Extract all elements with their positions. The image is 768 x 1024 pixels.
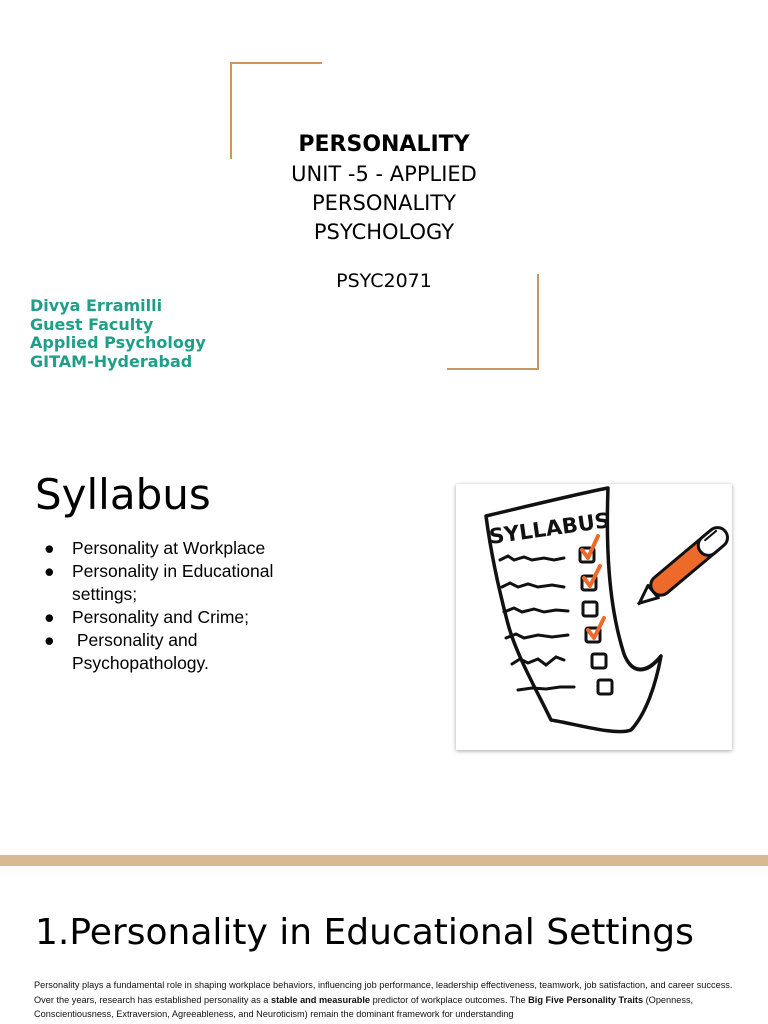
subtitle-line: UNIT -5 - APPLIED: [291, 162, 477, 186]
author-role: Guest Faculty: [30, 314, 154, 334]
syllabus-checklist-icon: [456, 484, 732, 750]
course-code: PSYC2071: [336, 270, 432, 292]
section-heading: 1.Personality in Educational Settings: [35, 912, 694, 953]
pen-icon: [631, 524, 731, 613]
syllabus-heading: Syllabus: [35, 470, 211, 519]
list-item: ● Personality in Educational settings;: [44, 561, 274, 604]
title-slide: [0, 0, 768, 430]
presentation-title: PERSONALITY: [298, 132, 470, 157]
syllabus-illustration: [456, 484, 732, 750]
subtitle-line: PERSONALITY: [311, 191, 456, 215]
bullet-icon: ●: [44, 630, 55, 650]
bullet-icon: ●: [44, 561, 55, 581]
author-institution: GITAM-Hyderabad: [30, 351, 193, 371]
author-name: Divya Erramilli: [30, 296, 163, 315]
list-item: ● Personality and Psychopathology.: [44, 630, 209, 673]
bullet-icon: ●: [44, 607, 55, 627]
syllabus-label: SYLLABUS: [487, 508, 612, 549]
author-block: [30, 297, 206, 371]
author-department: Applied Psychology: [30, 333, 206, 352]
subtitle-line: PSYCHOLOGY: [313, 220, 455, 244]
syllabus-list: [44, 537, 314, 675]
title-block: [234, 128, 534, 247]
bullet-icon: ●: [44, 538, 55, 558]
list-item: ● Personality at Workplace: [44, 538, 266, 558]
slide-divider: [0, 855, 768, 866]
list-item: ● Personality and Crime;: [44, 607, 250, 627]
section-paragraph: Personality plays a fundamental role in shaping workplace behaviors, influencing job performance, leadership effectiveness, teamwork, job satisfaction, and career success. Over the years, research has established personality as a stable and measurable predictor of workplace outcomes. The Big Five Personality Traits (Openness, Conscientiousness, Extraversion, Agreeableness, and Neuroticism) remain the dominant framework for understanding: [34, 980, 733, 1019]
